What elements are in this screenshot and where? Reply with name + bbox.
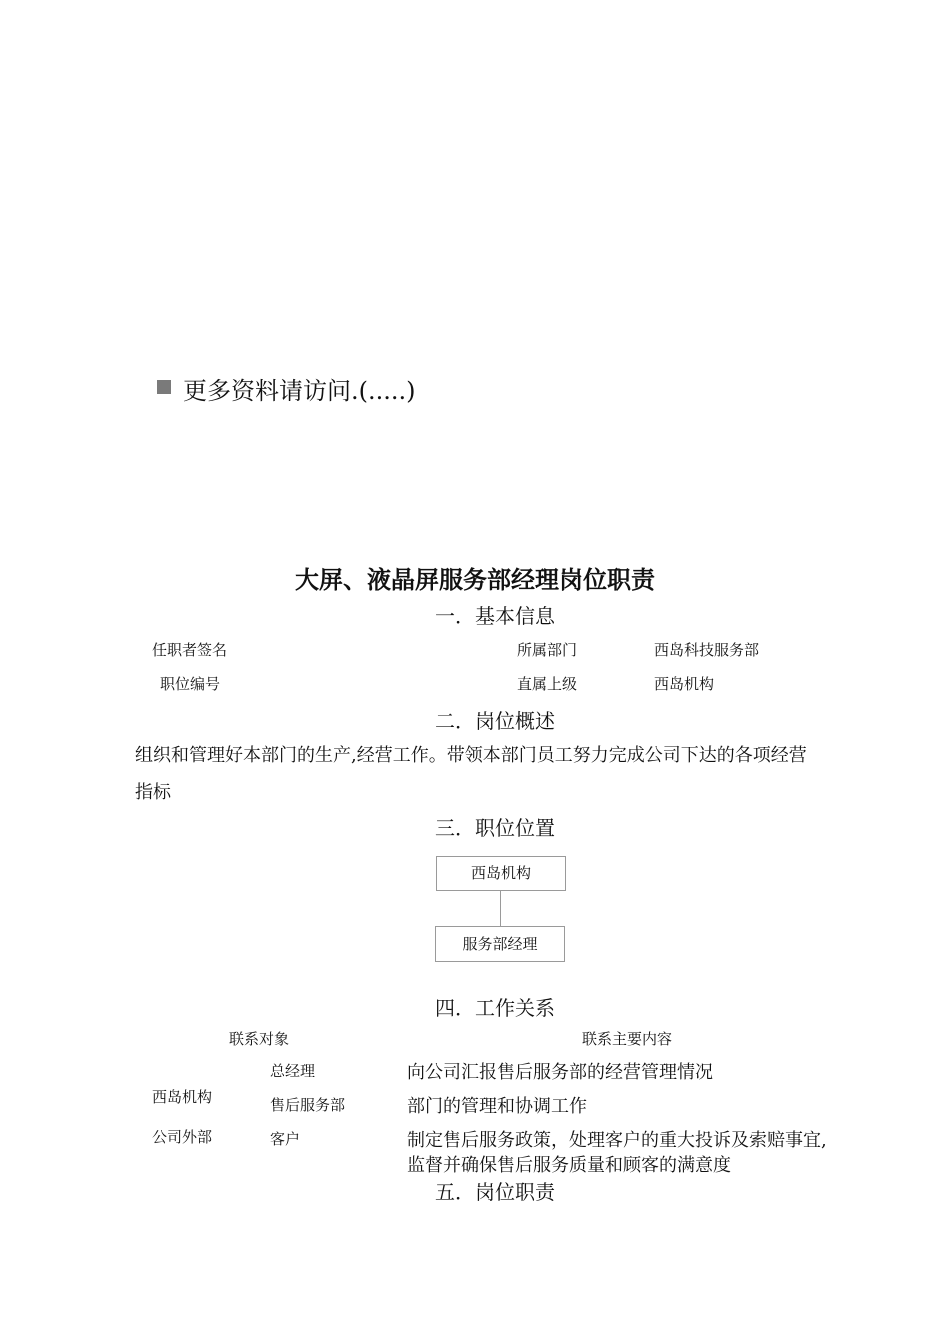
department-value: 西岛科技服务部 xyxy=(654,641,760,659)
overview-line-1: 组织和管理好本部门的生产,经营工作。带领本部门员工努力完成公司下达的各项经营 xyxy=(135,745,807,766)
org-box-child-label: 服务部经理 xyxy=(462,935,538,953)
content-cell: 部门的管理和协调工作 xyxy=(407,1096,587,1117)
content-cell: 制定售后服务政策，处理客户的重大投诉及索赔事宜, xyxy=(407,1130,827,1151)
section-heading-basic-info: 一．基本信息 xyxy=(435,604,555,628)
section-heading-relations: 四．工作关系 xyxy=(435,996,555,1020)
document-title: 大屏、液晶屏服务部经理岗位职责 xyxy=(295,565,655,594)
org-box-parent-label: 西岛机构 xyxy=(470,864,531,882)
contact-cell: 售后服务部 xyxy=(270,1096,346,1114)
overview-line-2: 指标 xyxy=(135,782,171,803)
contact-cell: 客户 xyxy=(270,1130,301,1148)
contact-cell: 总经理 xyxy=(270,1062,316,1080)
org-connector-line xyxy=(500,891,501,926)
superior-value: 西岛机构 xyxy=(654,675,715,693)
section-heading-overview: 二．岗位概述 xyxy=(435,709,555,733)
section-heading-position: 三．职位位置 xyxy=(435,816,555,840)
square-bullet-icon xyxy=(157,380,171,394)
position-number-label: 职位编号 xyxy=(160,675,221,693)
col-header-content: 联系主要内容 xyxy=(582,1030,673,1048)
signature-label: 任职者签名 xyxy=(152,641,228,659)
more-info-link[interactable]: 更多资料请访问.(.....) xyxy=(183,377,416,405)
superior-label: 直属上级 xyxy=(517,675,578,693)
section-heading-duties: 五．岗位职责 xyxy=(435,1180,555,1204)
content-cell: 向公司汇报售后服务部的经营管理情况 xyxy=(407,1062,713,1083)
org-box-parent xyxy=(436,856,566,891)
content-cell-continued: 监督并确保售后服务质量和顾客的满意度 xyxy=(407,1155,731,1176)
col-header-contact: 联系对象 xyxy=(229,1030,290,1048)
department-label: 所属部门 xyxy=(517,641,578,659)
group-cell: 西岛机构 xyxy=(152,1088,213,1106)
org-box-child xyxy=(435,926,565,962)
group-cell: 公司外部 xyxy=(152,1128,213,1146)
